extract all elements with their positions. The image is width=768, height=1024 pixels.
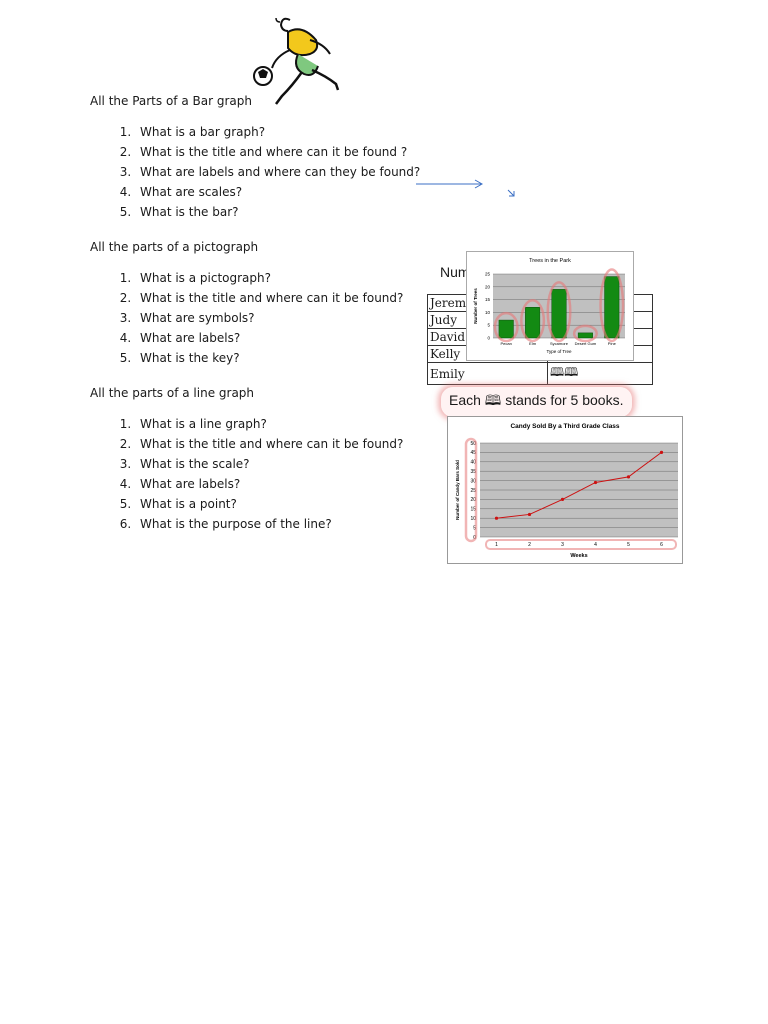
line-chart — [447, 416, 683, 564]
question-item: 5. What is the key? — [135, 348, 403, 368]
question-item: 1. What is a bar graph? — [135, 122, 420, 142]
x-axis-label: Weeks — [570, 553, 588, 559]
y-axis-label: Number of Trees — [473, 288, 478, 324]
data-point — [495, 517, 498, 520]
x-tick-label: Pine — [607, 341, 616, 346]
x-tick-label: Sycamore — [549, 341, 569, 346]
y-tick-label: 40 — [470, 459, 476, 466]
x-tick-label: Elm — [529, 341, 537, 346]
bar — [552, 289, 567, 338]
row-label: David — [428, 329, 548, 346]
row-label: Kelly — [428, 346, 548, 363]
scale-highlight — [486, 540, 676, 549]
pictograph-title-fragment: Num — [440, 264, 470, 280]
pictograph-key: Each 🕮 stands for 5 books. — [441, 387, 632, 417]
y-axis-label: Number of Candy Bars Sold — [455, 460, 460, 520]
question-item: 4. What are labels? — [135, 328, 403, 348]
x-tick-label: 5 — [627, 542, 630, 548]
question-item: 5. What is the bar? — [135, 202, 420, 222]
bar — [578, 333, 593, 338]
question-item: 4. What are labels? — [135, 474, 403, 494]
y-tick-label: 50 — [470, 440, 476, 447]
y-tick-label: 25 — [470, 487, 476, 494]
row-label: Jeremy — [428, 295, 548, 312]
y-tick-label: 25 — [484, 271, 490, 277]
pictograph-section — [90, 240, 403, 368]
bar — [525, 307, 540, 338]
bar — [499, 320, 514, 338]
question-item: 1. What is a pictograph? — [135, 268, 403, 288]
x-tick-label: 2 — [528, 542, 531, 548]
book-symbols: 🕮🕮 — [548, 363, 653, 385]
question-item: 1. What is a line graph? — [135, 414, 403, 434]
question-list — [90, 414, 403, 534]
x-tick-label: 4 — [594, 542, 597, 548]
question-item: 2. What is the title and where can it be found? — [135, 434, 403, 454]
x-tick-label: 3 — [561, 542, 564, 548]
y-tick-label: 5 — [487, 322, 490, 328]
data-point — [594, 481, 597, 484]
y-tick-label: 15 — [470, 506, 476, 513]
y-tick-label: 30 — [470, 478, 476, 485]
row-label: Emily — [428, 363, 548, 385]
bar-graph-section — [90, 94, 420, 222]
line-graph-section — [90, 386, 403, 534]
question-item: 6. What is the purpose of the line? — [135, 514, 403, 534]
y-tick-label: 20 — [470, 497, 476, 504]
y-tick-label: 10 — [484, 309, 490, 315]
x-tick-label: 1 — [495, 542, 498, 548]
soccer-player-clipart — [250, 14, 340, 106]
question-item: 3. What are symbols? — [135, 308, 403, 328]
section-heading: All the parts of a line graph — [90, 386, 255, 400]
y-tick-label: 10 — [470, 516, 476, 522]
y-tick-label: 20 — [484, 284, 490, 290]
data-point — [561, 498, 564, 501]
y-tick-label: 0 — [487, 335, 490, 341]
arrow-down-right-icon — [506, 188, 518, 200]
x-tick-label: Pecan — [500, 341, 512, 346]
data-point — [627, 475, 630, 478]
y-tick-label: 45 — [470, 450, 476, 457]
question-item: 2. What is the title and where can it be found? — [135, 288, 403, 308]
question-item: 3. What are labels and where can they be found? — [135, 162, 420, 182]
arrow-right-icon — [415, 176, 487, 192]
x-tick-label: 6 — [660, 542, 663, 548]
y-tick-label: 15 — [484, 297, 490, 303]
question-list — [90, 268, 403, 368]
y-tick-label: 0 — [473, 534, 476, 541]
question-item: 2. What is the title and where can it be found ? — [135, 142, 420, 162]
chart-title: Candy Sold By a Third Grade Class — [510, 423, 620, 430]
y-tick-label: 5 — [473, 525, 476, 532]
table-row — [428, 363, 653, 385]
question-item: 4. What are scales? — [135, 182, 420, 202]
data-point — [528, 513, 531, 516]
chart-title: Trees in the Park — [529, 258, 571, 264]
x-axis-label: Type of Tree — [546, 349, 572, 354]
bar-chart — [466, 251, 634, 361]
question-list — [90, 122, 420, 222]
question-item: 3. What is the scale? — [135, 454, 403, 474]
x-tick-label: Desert Gum — [574, 341, 597, 346]
section-heading: All the parts of a pictograph — [90, 240, 259, 254]
question-item: 5. What is a point? — [135, 494, 403, 514]
bar — [605, 277, 620, 338]
y-tick-label: 35 — [470, 469, 476, 475]
data-point — [660, 451, 663, 454]
section-heading: All the Parts of a Bar graph — [90, 94, 252, 108]
row-label: Judy — [428, 312, 548, 329]
